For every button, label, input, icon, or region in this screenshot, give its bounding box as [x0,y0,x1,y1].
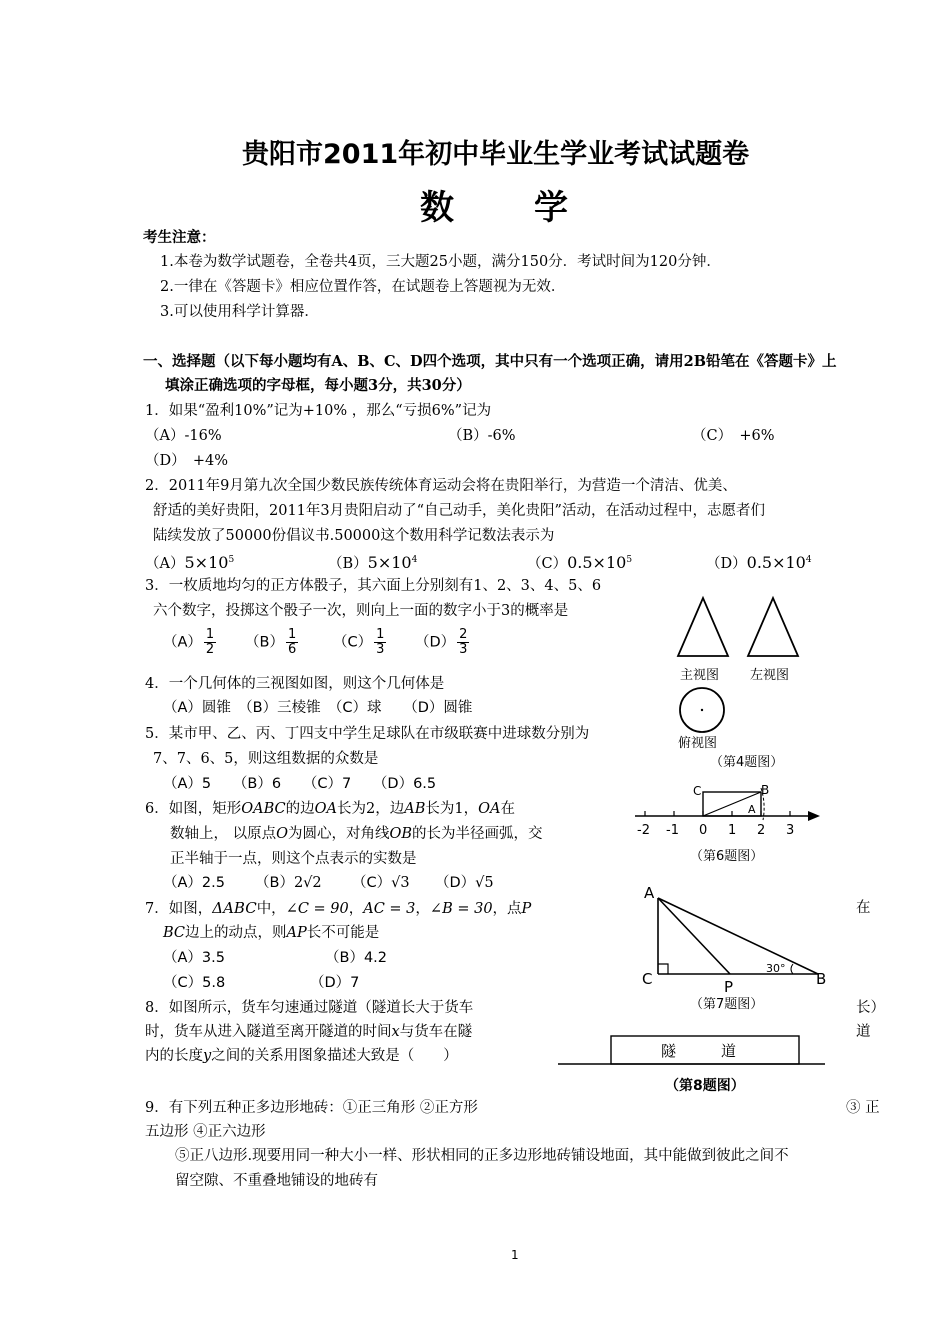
question-8-line-3: 内的长度y之间的关系用图象描述大致是（ ） [145,1048,458,1064]
question-8-line-2-end: 道 [856,1024,871,1040]
q6-option-d: （D）√5 [435,875,494,891]
q2-option-b: $(B)5\times 10^4$ [328,552,418,572]
section-heading-cont: 填涂正确选项的字母框，每小题3分，共30分） [165,377,471,394]
question-6-line-3: 正半轴于一点，则这个点表示的实数是 [170,851,417,867]
q1-option-b: （B）-6% [448,428,516,444]
q3-option-b: （B） $\frac{1}{6}$ [245,627,297,657]
point-c-label: C [693,784,702,798]
q2-option-a: $(A)5\times 10^5$ [145,552,235,572]
question-9-line-4: 留空隙、不重叠地铺设的地砖有 [175,1173,378,1189]
notice-item-1: 1.本卷为数学试题卷，全卷共4页，三大题25小题，满分150分．考试时间为120分钟． [160,254,721,270]
question-1-stem: 1．如果“盈利10%”记为+10% ，那么“亏损6%”记为 [145,403,492,419]
segment-ap [658,898,730,974]
figure-6-caption: （第6题图） [690,849,764,864]
q7-option-a: （A）3.5 [163,950,225,966]
question-6-line-1: 6．如图，矩形OABC的边OA长为2，边AB长为1，OA在 [145,801,515,817]
axis-tick-label: 0 [699,823,708,838]
question-5-line-2: 7、7、6、5，则这组数据的众数是 [153,751,379,767]
vertex-c-label: C [642,970,653,988]
triangle-figure [636,878,836,1018]
question-7-line-1: 7．如图，ΔABC中，∠C = 90，AC = 3，∠B = 30，点P [145,899,532,917]
point-b-label: B [761,783,770,797]
q4-options: （A）圆锥 （B）三棱锥 （C）球 （D）圆锥 [163,700,473,716]
right-angle-mark [658,964,668,974]
q6-option-b: （B）2√2 [255,875,322,891]
question-3-line-1: 3．一枚质地均匀的正方体骰子，其六面上分别刻有1、2、3、4、5、6 [145,578,602,594]
question-7-line-1-end: 在 [856,900,871,916]
side-ab [658,898,818,974]
q5-options: （A）5 （B）6 （C）7 （D）6.5 [163,776,437,792]
q6-option-c: （C）√3 [352,875,410,891]
question-7-line-2: BC边上的动点，则AP长不可能是 [163,925,380,941]
question-8-line-1: 8．如图所示，货车匀速通过隧道（隧道长大于货车 [145,1000,474,1016]
q3-option-c: （C） $\frac{1}{3}$ [333,627,385,657]
q7-option-c: （C）5.8 [163,975,226,991]
figure-4-caption: （第4题图） [710,755,784,770]
front-view-label: 主视图 [680,668,720,683]
q2-option-c: $(C)0.5\times 10^5$ [527,552,633,572]
q3-option-d: （D） $\frac{2}{3}$ [415,627,468,657]
question-4-stem: 4．一个几何体的三视图如图，则这个几何体是 [145,676,445,692]
point-a-label: A [748,803,756,816]
axis-tick-label: 1 [728,823,737,838]
tunnel-label: 隧 道 [661,1042,737,1060]
axis-tick-label: 2 [757,823,766,838]
section-heading: 一、选择题（以下每小题均有A、B、C、D四个选项，其中只有一个选项正确，请用2B铅笔在《答题卡》上 [143,353,837,370]
subject-title: 数 学 [420,188,572,228]
top-view-label: 俯视图 [678,736,718,751]
figure-8-caption: （第8题图） [665,1078,745,1094]
question-3-line-2: 六个数字，投掷这个骰子一次，则向上一面的数字小于3的概率是 [153,603,569,619]
question-2-line-3: 陆续发放了50000份倡议书.50000这个数用科学记数法表示为 [153,528,555,544]
notice-item-3: 3.可以使用科学计算器． [160,304,319,320]
axis-tick-label: -2 [637,823,650,838]
question-9-line-2: 五边形 ④正六边形 [145,1124,266,1140]
angle-label: 30° [766,962,786,975]
point-p-label: P [724,978,734,996]
figure-7-caption: （第7题图） [690,997,764,1012]
side-view-triangle [748,598,798,656]
question-6-line-2: 数轴上， 以原点O为圆心，对角线OB的长为半径画弧，交 [170,826,543,842]
q1-option-a: （A）-16% [145,428,222,444]
notice-item-2: 2.一律在《答题卡》相应位置作答，在试题卷上答题视为无效． [160,279,566,295]
question-2-line-1: 2．2011年9月第九次全国少数民族传统体育运动会将在贵阳举行，为营造一个清洁、优美、 [145,478,737,494]
angle-arc [791,964,793,974]
q6-option-a: （A）2.5 [163,875,225,891]
vertex-a-label: A [644,884,655,902]
vertex-b-label: B [816,970,827,988]
number-line-figure [630,778,830,868]
notice-heading: 考生注意： [143,229,216,246]
question-5-line-1: 5．某市甲、乙、丙、丁四支中学生足球队在市级联赛中进球数分别为 [145,726,590,742]
axis-tick-label: 3 [786,823,795,838]
tunnel-figure [555,1034,830,1098]
front-view-triangle [678,598,728,656]
top-view-center [701,709,703,711]
side-view-label: 左视图 [750,668,790,683]
axis-tick-label: -1 [666,823,679,838]
q1-option-c: （C） +6% [692,428,775,444]
question-9-line-3: ⑤正八边形.现要用同一种大小一样、形状相同的正多边形地砖铺设地面，其中能做到彼此之间不 [175,1148,789,1164]
axis-arrow-icon [808,811,820,821]
q7-option-d: （D）7 [310,975,360,991]
q2-option-d: $(D)0.5\times 10^4$ [706,552,812,572]
page-number: 1 [511,1248,519,1262]
question-8-line-2: 时，货车从进入隧道至离开隧道的时间x与货车在隧 [145,1024,473,1040]
question-2-line-2: 舒适的美好贵阳，2011年3月贵阳启动了“自己动手，美化贵阳”活动，在活动过程中，志愿者们 [153,503,765,519]
three-views-figure [670,592,810,782]
question-9-line-1: 9．有下列五种正多边形地砖：①正三角形 ②正方形 [145,1100,478,1116]
question-8-line-1-end: 长） [856,1000,885,1016]
q1-option-d: （D） +4% [145,453,229,469]
question-9-line-1-end: ③ 正 [846,1100,880,1116]
q7-option-b: （B）4.2 [325,950,388,966]
exam-title: 贵阳市2011年初中毕业生学业考试试题卷 [242,139,750,170]
q3-option-a: （A） $\frac{1}{2}$ [163,627,215,657]
